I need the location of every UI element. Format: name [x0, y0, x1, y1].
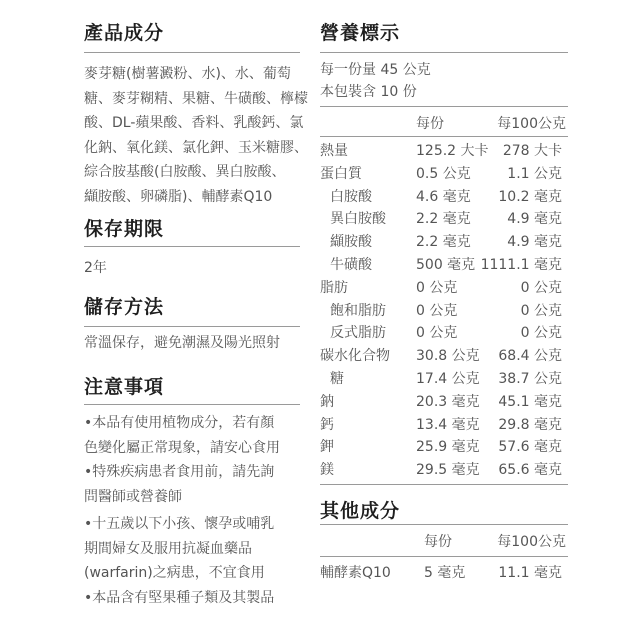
nutrition-row-per-100g: 10.2 毫克	[498, 188, 562, 205]
shelf-life-value: 2年	[84, 260, 107, 276]
nutrition-row-per-serving: 25.9 毫克	[416, 439, 480, 456]
nutrition-row-per-serving: 500 毫克	[416, 257, 476, 273]
nutrition-row	[320, 459, 568, 482]
notes-item: •本品有使用植物成分，若有顏 色變化屬正常現象，請安心食用	[84, 415, 280, 456]
nutrition-row-per-serving: 4.6 毫克	[416, 188, 471, 205]
nutrition-row	[320, 345, 568, 368]
nutrition-row-name: 纈胺酸	[330, 234, 372, 251]
ingredients-line: 酸、DL-蘋果酸、香料、乳酸鈣、氯	[84, 115, 304, 131]
nutrition-row-name: 反式脂肪	[330, 325, 386, 342]
notes-divider	[84, 404, 300, 405]
nutrition-row	[320, 322, 568, 345]
ingredients-line: 綜合胺基酸(白胺酸、異白胺酸、	[84, 164, 286, 180]
nutrition-row	[320, 186, 568, 209]
nutrition-row	[320, 277, 568, 300]
col-per-100g-header: 每100公克	[497, 116, 566, 132]
other-header-divider-bottom	[320, 556, 568, 557]
ingredients-list	[84, 62, 314, 209]
storage-title: 儲存方法	[84, 296, 165, 318]
nutrition-row-name: 脂肪	[320, 279, 348, 296]
other-row	[320, 562, 568, 585]
nutrition-row-per-100g: 57.6 毫克	[498, 439, 562, 456]
nutrition-row-per-100g: 29.8 毫克	[498, 416, 562, 433]
nutrition-row	[320, 391, 568, 414]
notes-item: •十五歲以下小孩、懷孕或哺乳 期間婦女及服用抗凝血藥品 (warfarin)之病患，不宜食用	[84, 516, 275, 581]
col-per-serving-header: 每份	[416, 116, 444, 132]
nutrition-row-name: 碳水化合物	[320, 348, 390, 365]
nutrition-row-per-100g: 4.9 毫克	[507, 211, 562, 228]
nutrition-row-per-100g: 1.1 公克	[507, 165, 562, 182]
shelf-life-divider	[84, 246, 300, 247]
nutrition-row-per-serving: 30.8 公克	[416, 348, 480, 365]
nutrition-row-per-100g: 4.9 毫克	[507, 234, 562, 251]
nutrition-row-per-100g: 1111.1 毫克	[480, 257, 562, 273]
nutrition-row-per-serving: 0 公克	[416, 302, 458, 319]
other-col-per-100g-header: 每100公克	[497, 534, 566, 550]
storage-divider	[84, 326, 300, 327]
nutrition-row	[320, 414, 568, 437]
other-col-per-serving-header: 每份	[424, 534, 452, 550]
nutrition-row-per-100g: 0 公克	[520, 279, 562, 296]
nutrition-header-divider-bottom	[320, 136, 568, 137]
nutrition-row-per-100g: 0 公克	[520, 302, 562, 319]
nutrition-row	[320, 163, 568, 186]
nutrition-row-name: 鈉	[320, 393, 334, 410]
other-row-per-serving: 5 毫克	[424, 565, 466, 581]
nutrition-row	[320, 368, 568, 391]
notes-item: •本品含有堅果種子類及其製品	[84, 590, 275, 606]
notes-title: 注意事項	[84, 376, 165, 398]
nutrition-row-per-serving: 0.5 公克	[416, 165, 471, 182]
nutrition-row	[320, 254, 568, 277]
nutrition-row-per-serving: 0 公克	[416, 279, 458, 296]
nutrition-table-end-divider	[320, 484, 568, 485]
other-row-name: 輔酵素Q10	[320, 565, 391, 581]
serving-size: 每一份量 45 公克	[320, 62, 431, 78]
servings-per-pack: 本包裝含 10 份	[320, 84, 417, 100]
nutrition-title: 營養標示	[320, 22, 401, 44]
ingredients-title: 產品成分	[84, 22, 165, 44]
nutrition-row-name: 鎂	[320, 462, 334, 479]
ingredients-line: 化鈉、氧化鎂、氯化鉀、玉米糖膠、	[84, 139, 308, 156]
nutrition-row	[320, 208, 568, 231]
nutrition-row-per-serving: 17.4 公克	[416, 371, 480, 387]
ingredients-line: 麥芽糖(樹薯澱粉、水)、水、葡萄	[84, 66, 291, 82]
nutrition-row-name: 牛磺酸	[330, 257, 372, 273]
ingredients-divider	[84, 52, 300, 53]
nutrition-row-per-100g: 68.4 公克	[498, 348, 562, 365]
nutrition-row-per-100g: 65.6 毫克	[498, 462, 562, 479]
nutrition-divider	[320, 52, 568, 53]
other-row-per-100g: 11.1 毫克	[498, 565, 562, 581]
nutrition-row-name: 鈣	[320, 416, 334, 433]
nutrition-row-name: 飽和脂肪	[330, 302, 386, 319]
nutrition-row-per-100g: 38.7 公克	[498, 371, 562, 387]
nutrition-row-name: 白胺酸	[330, 188, 372, 205]
nutrition-row-name: 鉀	[320, 439, 334, 456]
nutrition-row-name: 異白胺酸	[330, 211, 386, 228]
nutrition-row-per-serving: 2.2 毫克	[416, 234, 471, 251]
nutrition-row-per-serving: 125.2 大卡	[416, 143, 489, 159]
other-header-divider-top	[320, 524, 568, 525]
other-ingredients-title: 其他成分	[320, 500, 401, 522]
nutrition-row	[320, 436, 568, 459]
nutrition-row-per-serving: 2.2 毫克	[416, 211, 471, 228]
nutrition-row	[320, 300, 568, 323]
nutrition-row-per-serving: 20.3 毫克	[416, 393, 480, 410]
nutrition-row-per-100g: 45.1 毫克	[498, 393, 562, 410]
ingredients-line: 纈胺酸、卵磷脂)、輔酵素Q10	[84, 188, 273, 205]
nutrition-row-per-100g: 278 大卡	[502, 143, 562, 159]
nutrition-row-name: 蛋白質	[320, 165, 362, 182]
ingredients-line: 糖、麥芽糊精、果糖、牛磺酸、檸檬	[84, 90, 308, 107]
nutrition-row	[320, 231, 568, 254]
nutrition-row-per-serving: 29.5 毫克	[416, 462, 480, 479]
nutrition-row-name: 糖	[330, 371, 344, 387]
nutrition-row-name: 熱量	[320, 143, 348, 159]
nutrition-row-per-serving: 0 公克	[416, 325, 458, 342]
nutrition-row-per-serving: 13.4 毫克	[416, 416, 480, 433]
shelf-life-title: 保存期限	[84, 218, 165, 240]
nutrition-header-divider-top	[320, 106, 568, 107]
storage-value: 常溫保存，避免潮濕及陽光照射	[84, 335, 280, 351]
nutrition-row-per-100g: 0 公克	[520, 325, 562, 342]
nutrition-row	[320, 140, 568, 163]
notes-item: •特殊疾病患者食用前，請先詢 問醫師或營養師	[84, 464, 275, 505]
